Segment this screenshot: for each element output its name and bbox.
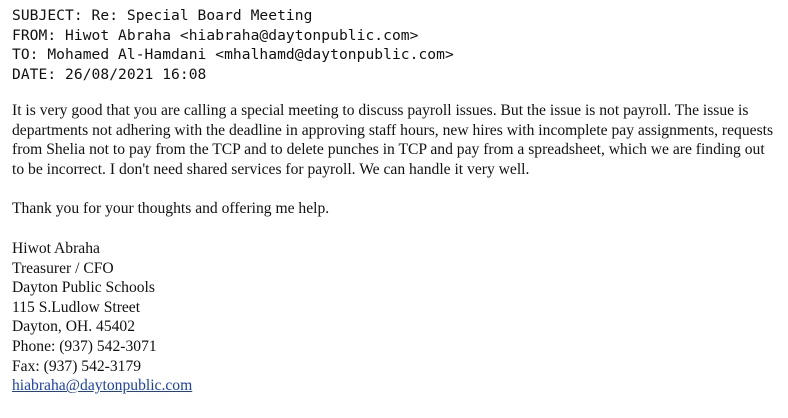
signature-organization: Dayton Public Schools [12,279,155,297]
signature-phone: Phone: (937) 542-3071 [12,337,157,355]
from-line: FROM: Hiwot Abraha <hiabraha@daytonpublic.com> [12,26,419,44]
signature-title: Treasurer / CFO [12,259,114,277]
email-message [12,6,782,396]
signature-fax: Fax: (937) 542-3179 [12,357,142,375]
email-headers [12,6,782,84]
body-paragraph-1: It is very good that you are calling a special meeting to discuss payroll issues. But the issue is not payroll. The issue is departments not adhering with the deadline in approving staff hours, new hires with incomplete pay assignments, requests from Shelia not to pay from the TCP and to delete punches in TCP and pay from a spreadsheet, which we are finding out to be incorrect. I don't need shared services for payroll. We can handle it very well. [12,102,774,178]
to-line: TO: Mohamed Al-Hamdani <mhalhamd@daytonpublic.com> [12,46,454,63]
date-line: DATE: 26/08/2021 16:08 [12,65,207,83]
signature-email-link[interactable]: hiabraha@daytonpublic.com [12,377,193,395]
signature-street: 115 S.Ludlow Street [12,298,141,316]
signature-block [12,239,782,396]
signature-city: Dayton, OH. 45402 [12,318,136,336]
signature-name: Hiwot Abraha [12,239,100,257]
body-paragraph-2: Thank you for your thoughts and offering me help. [12,200,330,218]
subject-line: SUBJECT: Re: Special Board Meeting [12,7,313,24]
